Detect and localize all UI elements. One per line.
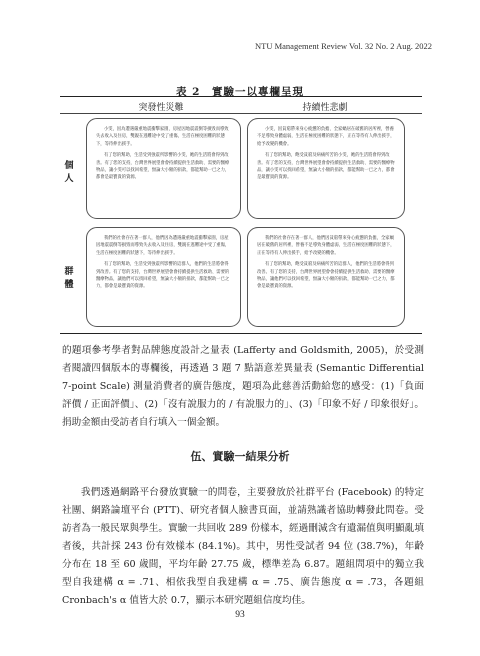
table-rule-bottom	[60, 333, 422, 334]
table-caption: 表 2 實驗一以專欄呈現	[176, 86, 304, 98]
column-card-individual-continuous	[247, 118, 405, 219]
table-rule-top	[60, 96, 422, 97]
card-paragraph: 有了您的幫助，飽受貧窮及病痛所苦的小雯，她的生活將會得到改善。有了您的支持，台灣世界展望會會持續提供生活救助、需要的醫療物品，讓小雯可以找回希望，無論大小額的捐款，都能幫助一已之力，都會是最寶貴的資源。	[257, 153, 395, 181]
page-number: 93	[235, 610, 245, 620]
body-paragraph-measures: 的題項參考學者對品牌態度設計之量表 (Lafferty and Goldsmith, 2005)，於受測者閱讀四個版本的專欄後，再透過 3 題 7 點語意差異量表 (Semantic Differential 7-point Scale) 測量消費者的廣告態度，題項為此慈善活動給您的感受：(1)「負面評價 / 正面評價」、(2)「沒有說服力的 / 有說服力的」、(3)「印象不好 / 印象很好」。捐助金額由受訪者自行填入一個金額。	[62, 345, 424, 428]
column-header-sudden-disaster: 突發性災難	[138, 103, 184, 113]
row-label-individual: 個人	[64, 161, 74, 184]
card-paragraph: 有了您的幫助，飽受貧窮及病痛所苦的這群人，他們的生活將會得到改善。有了您的支持，台灣世界展望會會持續提供生活救助、需要的醫療物品，讓他們可以找回希望，無論大小額的捐款，都能幫助一已之力，都會是最寶貴的資源。	[257, 262, 395, 290]
column-card-group-sudden	[86, 227, 241, 327]
column-card-group-continuous	[247, 227, 405, 327]
card-paragraph: 我們的社會存在著一群人，他們因為遭遇嚴重地震衝擊家園，房屋因地震震倒等損毀而導致失去收入及住房，雙親在逃難途中受了重傷，生活在極度困難的狀態下，等待伸出援手。	[96, 236, 230, 256]
card-paragraph: 我們的社會存在著一群人，他們因貧窮帶來身心疲憊的負擔，全家蝸居在破舊的居所裡，營養不足導致身體虛弱，生活在極度困難的狀態下，正在等待有人伸出援手，給予改變的機會。	[257, 236, 395, 256]
column-card-individual-sudden	[86, 118, 241, 219]
card-paragraph: 有了您的幫助，生活受到強震所影響的這群人，他們的生活將會得到改善。有了您的支持，台灣世界展望會會持續提供生活救助、需要的醫療物品，讓他們可以找回希望，無論大小額的捐款，都能幫助一已之力，都會是最寶貴的資源。	[96, 262, 230, 290]
card-paragraph: 小雯，因為遭遇嚴重地震衝擊家園，房屋因地震震倒等損毀而導致失去收入及住房，雙親在逃難途中受了重傷，生活在極度困難的狀態下，等待伸出援手。	[96, 127, 229, 147]
section-heading: 伍、實驗一結果分析	[190, 450, 290, 463]
table-rule-header	[60, 113, 422, 114]
running-header: NTU Management Review Vol. 32 No. 2 Aug. 2022	[255, 41, 432, 51]
column-header-continuous-tragedy: 持續性悲劇	[302, 103, 348, 113]
card-paragraph: 小雯，因貧窮帶來身心疲憊的負擔，全家蝸居在破舊的居所裡，營養不足導致身體虛弱，生活在極度困難的狀態下，正在等待有人伸出援手，給予改變的機會。	[257, 127, 395, 147]
card-paragraph: 有了您的幫助，生活受到強震所影響的小雯，她的生活將會得到改善。有了您的支持，台灣世界展望會會持續提供生活救助、需要的醫療物品，讓小雯可以找回希望，無論大小額的捐款，都能幫助一已之力，都會是最寶貴的資源。	[96, 153, 230, 181]
row-label-group: 群體	[64, 267, 74, 290]
body-paragraph-results: 我們透過網路平台發放實驗一的問卷，主要發放於社群平台 (Facebook) 的特定社團、網路論壇平台 (PTT)、研究者個人臉書頁面，並請熟識者協助轉發此問卷。受訪者為一般民眾與學生。實驗一共回收 289 份樣本，經過刪減含有遺漏值與明顯亂填者後，共計採 243 份有效樣本 (84.1%)。其中，男性受試者 94 位 (38.7%)，年齡分布在 18 至 60 歲間，平均年齡 27.75 歲，標準差為 6.87。題組問項中的獨立我型自我建構 α = .71、相依我型自我建構 α = .75、廣告態度 α = .73，各題組 Cronbach's α 值皆大於 0.7，顯示本研究題組信度均佳。	[62, 487, 424, 606]
